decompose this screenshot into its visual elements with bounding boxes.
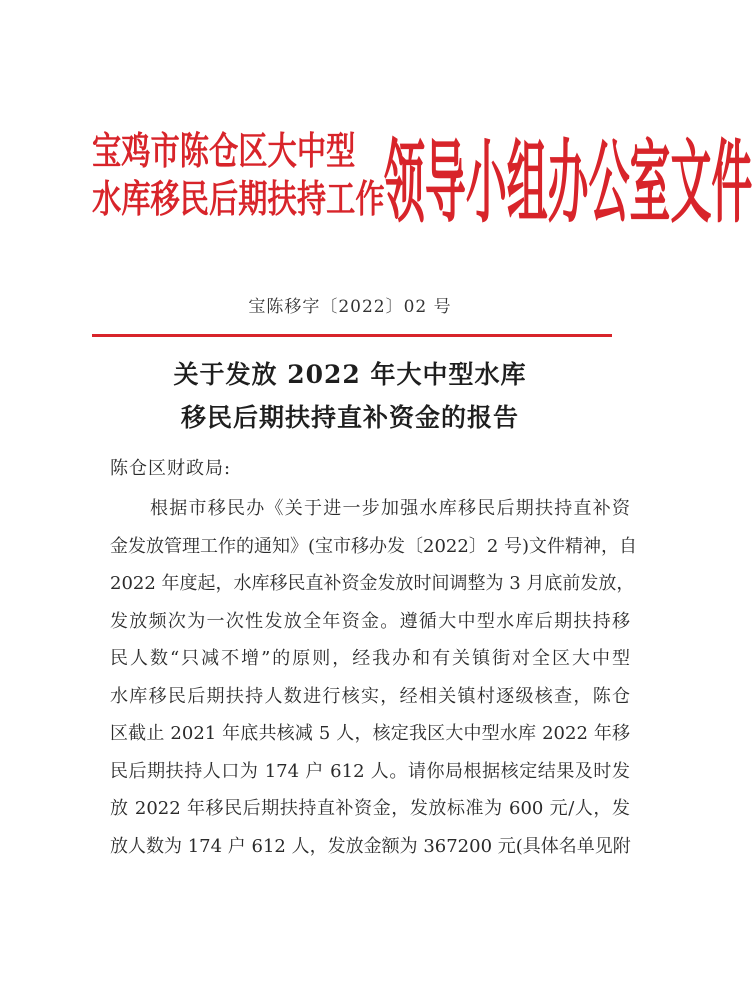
issuing-organization bbox=[92, 129, 385, 228]
body-line: 发放频次为一次性发放全年资金。遵循大中型水库后期扶持移 bbox=[110, 610, 630, 632]
body-line: 放人数为 174 户 612 人，发放金额为 367200 元(具体名单见附 bbox=[110, 835, 631, 857]
red-divider-line bbox=[92, 334, 612, 337]
body-line: 区截止 2021 年底共核减 5 人，核定我区大中型水库 2022 年移 bbox=[110, 723, 630, 744]
body-paragraph bbox=[110, 490, 638, 865]
org-name-line-1: 宝鸡市陈仓区大中型 bbox=[92, 129, 356, 173]
body-line: 2022 年度起，水库移民直补资金发放时间调整为 3 月底前发放， bbox=[110, 573, 635, 594]
body-line: 民人数“只减不增”的原则，经我办和有关镇街对全区大中型 bbox=[110, 648, 630, 669]
body-line: 根据市移民办《关于进一步加强水库移民后期扶持直补资 bbox=[150, 498, 630, 519]
body-line: 民后期扶持人口为 174 户 612 人。请你局根据核定结果及时发 bbox=[110, 760, 630, 782]
document-title-line-1: 关于发放 2022 年大中型水库 bbox=[173, 360, 527, 389]
body-line: 放 2022 年移民后期扶持直补资金，发放标准为 600 元/人，发 bbox=[110, 798, 630, 819]
document-number: 宝陈移字〔2022〕02 号 bbox=[248, 297, 452, 317]
org-name-line-2: 水库移民后期扶持工作 bbox=[92, 177, 385, 221]
document-type-heading: 领导小组办公室文件 bbox=[384, 129, 752, 236]
addressee: 陈仓区财政局: bbox=[110, 458, 232, 479]
document-title-line-2: 移民后期扶持直补资金的报告 bbox=[180, 403, 519, 432]
body-line: 金发放管理工作的通知》(宝市移办发〔2022〕2 号)文件精神，自 bbox=[110, 535, 638, 557]
body-line: 水库移民后期扶持人数进行核实，经相关镇村逐级核查，陈仓 bbox=[110, 685, 630, 707]
